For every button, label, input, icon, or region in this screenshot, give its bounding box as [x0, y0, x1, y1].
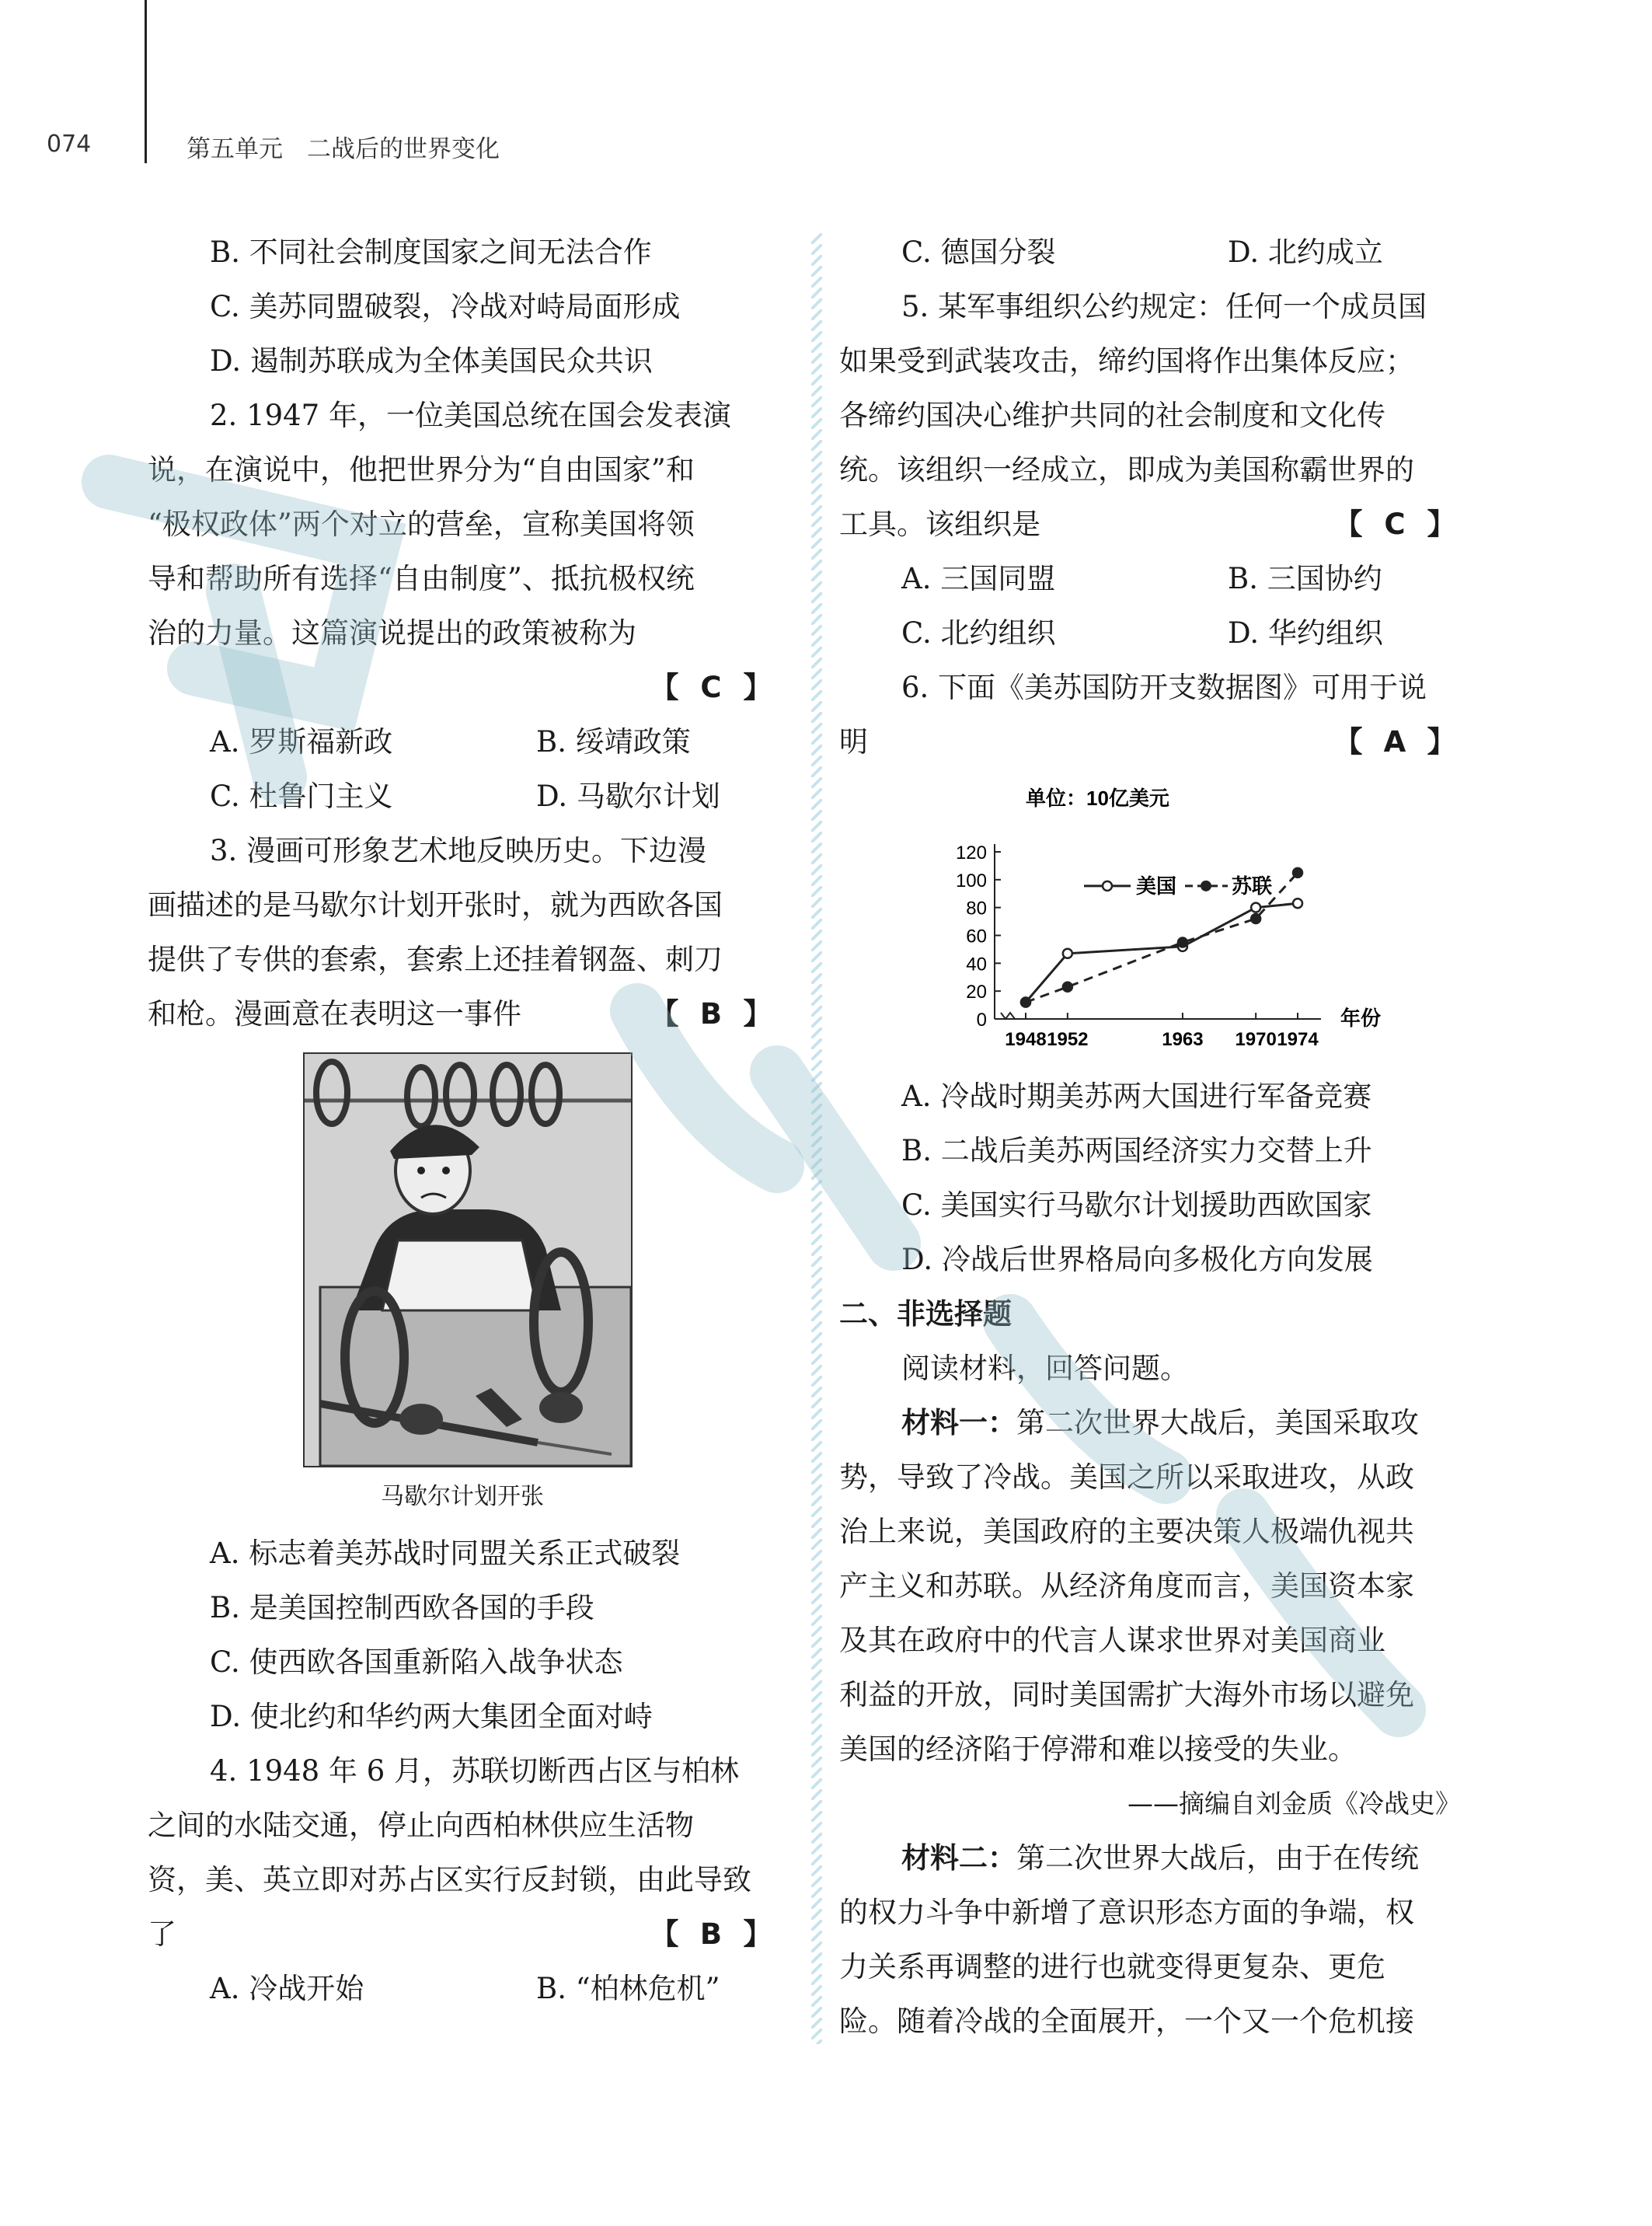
q1-option-b: B. 不同社会制度国家之间无法合作: [210, 236, 652, 269]
q5-option-a: A. 三国同盟: [901, 562, 1056, 595]
left-column: [148, 225, 777, 2016]
header-rule: [145, 0, 147, 163]
material1-line: 利益的开放，同时美国需扩大海外市场以避免: [839, 1678, 1414, 1711]
material1-line: 治上来说，美国政府的主要决策人极端仇视共: [839, 1515, 1414, 1548]
x-tick-label: 1974: [1277, 1029, 1319, 1050]
cartoon-illustration: [305, 1054, 631, 1466]
q2-option-a: A. 罗斯福新政: [210, 725, 393, 759]
q4-option-a: A. 冷战开始: [210, 1972, 364, 2005]
q4-option-c: C. 德国分裂: [901, 236, 1056, 269]
data-point: [1021, 998, 1030, 1007]
q2-text-line: 说，在演说中，他把世界分为“自由国家”和: [148, 453, 695, 487]
q3-text-line: 3. 漫画可形象艺术地反映历史。下边漫: [210, 834, 707, 867]
q4-options-row: [148, 1962, 777, 2016]
right-column: [839, 225, 1461, 2049]
material1-line: 产主义和苏联。从经济角度而言，美国资本家: [839, 1569, 1414, 1603]
q2-text-line: 治的力量。这篇演说提出的政策被称为: [148, 616, 636, 650]
y-tick-label: 0: [976, 1010, 987, 1031]
x-tick-label: 1970: [1235, 1029, 1277, 1050]
legend-marker-0: [1103, 881, 1112, 891]
q5-options-row: [839, 552, 1461, 606]
y-tick-label: 60: [966, 926, 987, 947]
q3-option-a: A. 标志着美苏战时同盟关系正式破裂: [210, 1537, 681, 1570]
y-tick-label: 100: [955, 870, 987, 891]
q6-text-line: 明 【 A 】: [839, 715, 1461, 769]
q4-answer: 【 B 】: [650, 1917, 772, 1951]
q5-option-b: B. 三国协约: [1228, 562, 1382, 595]
q5-answer: 【 C 】: [1333, 508, 1456, 541]
q5-options-row: [839, 606, 1461, 661]
q6-option-d: D. 冷战后世界格局向多极化方向发展: [901, 1243, 1373, 1276]
q6-option-c: C. 美国实行马歇尔计划援助西欧国家: [901, 1188, 1372, 1222]
q4-option-b: B. “柏林危机”: [536, 1972, 720, 2005]
data-point: [1293, 898, 1302, 908]
y-tick-label: 20: [966, 982, 987, 1003]
q2-option-d: D. 马歇尔计划: [536, 780, 720, 813]
q3-answer: 【 B 】: [650, 997, 772, 1031]
q6-text-line: 6. 下面《美苏国防开支数据图》可用于说: [901, 671, 1427, 704]
q2-option-b: B. 绥靖政策: [536, 725, 691, 759]
page-number: 074: [47, 131, 92, 158]
q4-text-line: 资，美、英立即对苏占区实行反封锁，由此导致: [148, 1863, 751, 1896]
material2-line: 力关系再调整的进行也就变得更复杂、更危: [839, 1950, 1385, 1984]
material1-first-line: 材料一：第二次世界大战后，美国采取攻: [901, 1406, 1419, 1439]
legend-label-1: 苏联: [1232, 874, 1273, 898]
q5-option-d: D. 华约组织: [1228, 616, 1383, 650]
material1-line: 美国的经济陷于停滞和难以接受的失业。: [839, 1732, 1357, 1766]
data-point: [1178, 937, 1187, 947]
q3-text-line: 画描述的是马歇尔计划开张时，就为西欧各国: [148, 888, 723, 922]
q2-answer-row: [148, 661, 777, 715]
material1-line: 及其在政府中的代言人谋求世界对美国商业: [839, 1624, 1385, 1657]
chart-unit-label: 单位：10亿美元: [1026, 787, 1169, 810]
q4-text-line: 了 【 B 】: [148, 1907, 777, 1962]
q5-text-line: 如果受到武装攻击，缔约国将作出集体反应；: [839, 344, 1414, 378]
q4-option-d: D. 北约成立: [1228, 236, 1383, 269]
q6-option-b: B. 二战后美苏两国经济实力交替上升: [901, 1134, 1372, 1167]
q5-text-line: 5. 某军事组织公约规定：任何一个成员国: [901, 290, 1427, 323]
material1-label: 材料一：: [901, 1406, 1016, 1439]
material1-source: ——摘编自刘金质《冷战史》: [1127, 1788, 1461, 1819]
unit-title: 第五单元 二战后的世界变化: [186, 135, 500, 163]
data-point: [1293, 868, 1302, 877]
q2-options-row: [148, 769, 777, 824]
q5-option-c: C. 北约组织: [901, 616, 1056, 650]
x-tick-label: 1952: [1047, 1029, 1089, 1050]
data-point: [1063, 982, 1072, 992]
q6-option-a: A. 冷战时期美苏两大国进行军备竞赛: [901, 1080, 1372, 1113]
q3-text-line: 和枪。漫画意在表明这一事件 【 B 】: [148, 987, 777, 1041]
q3-option-d: D. 使北约和华约两大集团全面对峙: [210, 1700, 653, 1733]
q5-text-line: 工具。该组织是 【 C 】: [839, 497, 1461, 552]
x-axis-label: 年份: [1340, 1007, 1382, 1030]
y-tick-label: 120: [955, 843, 987, 864]
q2-options-row: [148, 715, 777, 769]
q1-option-c: C. 美苏同盟破裂，冷战对峙局面形成: [210, 290, 681, 323]
axis-break: [1001, 1013, 1015, 1019]
q2-text-line: 2. 1947 年，一位美国总统在国会发表演: [210, 399, 731, 432]
legend-label-0: 美国: [1136, 874, 1177, 898]
data-point: [1063, 949, 1072, 958]
marshall-plan-cartoon: [303, 1052, 633, 1467]
chart-svg: [839, 774, 1461, 1069]
q2-text-line: “极权政体”两个对立的营垒，宣称美国将领: [148, 508, 695, 541]
q2-option-c: C. 杜鲁门主义: [210, 780, 393, 813]
legend-marker-1: [1201, 881, 1211, 891]
defense-spending-chart: [839, 774, 1461, 1069]
q3-option-c: C. 使西欧各国重新陷入战争状态: [210, 1645, 623, 1679]
q4-text-line: 之间的水陆交通，停止向西柏林供应生活物: [148, 1809, 694, 1842]
q3-text-line: 提供了专供的套索，套索上还挂着钢盔、刺刀: [148, 943, 723, 976]
q2-answer: 【 C 】: [650, 671, 772, 704]
data-point: [1251, 914, 1260, 923]
q2-text-line: 导和帮助所有选择“自由制度”、抵抗极权统: [148, 562, 695, 595]
material2-label: 材料二：: [901, 1841, 1016, 1875]
material2-line: 险。随着冷战的全面展开，一个又一个危机接: [839, 2004, 1414, 2038]
section-intro: 阅读材料，回答问题。: [901, 1352, 1189, 1385]
q3-option-b: B. 是美国控制西欧各国的手段: [210, 1591, 594, 1624]
section-title: 二、非选择题: [839, 1297, 1012, 1331]
material1-line: 势，导致了冷战。美国之所以采取进攻，从政: [839, 1460, 1414, 1494]
q6-answer: 【 A 】: [1333, 725, 1456, 759]
column-divider: [811, 233, 822, 2044]
q1-option-d: D. 遏制苏联成为全体美国民众共识: [210, 344, 653, 378]
q4-options-row: [839, 225, 1461, 280]
x-tick-label: 1963: [1162, 1029, 1204, 1050]
y-tick-label: 80: [966, 898, 987, 919]
q4-text-line: 4. 1948 年 6 月，苏联切断西占区与柏林: [210, 1754, 740, 1788]
material2-line: 的权力斗争中新增了意识形态方面的争端，权: [839, 1896, 1414, 1929]
y-tick-label: 40: [966, 954, 987, 975]
q5-text-line: 统。该组织一经成立，即成为美国称霸世界的: [839, 453, 1414, 487]
material2-first-line: 材料二：第二次世界大战后，由于在传统: [901, 1841, 1419, 1875]
data-point: [1251, 903, 1260, 912]
cartoon-caption: 马歇尔计划开张: [381, 1483, 544, 1510]
q5-text-line: 各缔约国决心维护共同的社会制度和文化传: [839, 399, 1385, 432]
x-tick-label: 1948: [1005, 1029, 1047, 1050]
